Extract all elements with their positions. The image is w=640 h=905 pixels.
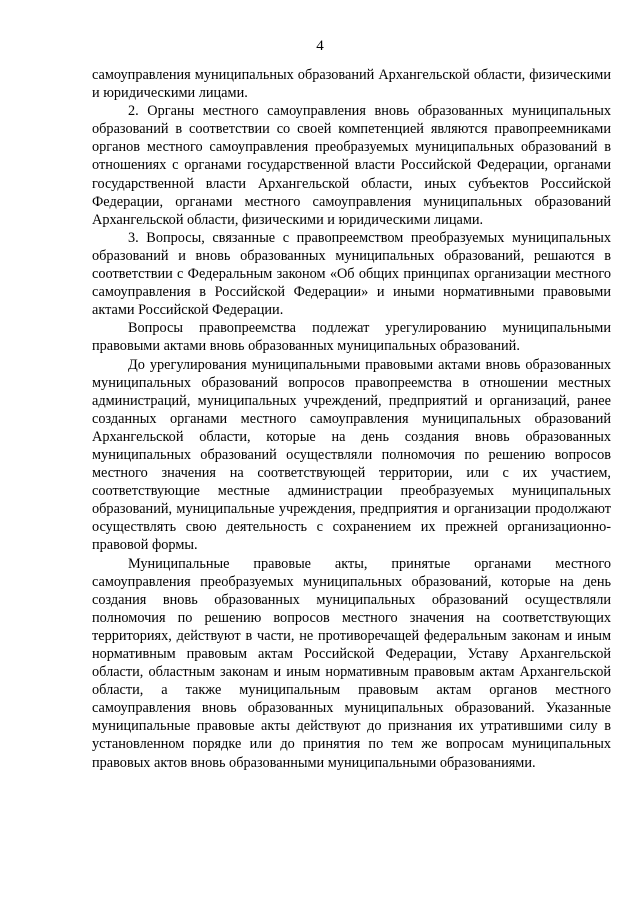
document-body	[92, 66, 611, 772]
paragraph: Муниципальные правовые акты, принятые органами местного самоуправления преобразуемых муниципальных образований, которые на день создания вновь образованных муниципальных образований осуществляли полномочия по решению вопросов местного значения на соответствующих территориях, действуют в части, не противоречащей федеральным законам и иным нормативным правовым актам Российской Федерации, Уставу Архангельской области, областным законам и иным нормативным правовым актам Архангельской области, а также муниципальным правовым актам органов местного самоуправления вновь образованных муниципальных образований. Указанные муниципальные правовые акты действуют до признания их утратившими силу в установленном порядке или до принятия по тем же вопросам муниципальных правовых актов вновь образованными муниципальными образованиями.	[92, 555, 611, 771]
page-number: 4	[316, 38, 324, 54]
paragraph: 3. Вопросы, связанные с правопреемством преобразуемых муниципальных образований и вновь образованных муниципальных образований, решаются в соответствии с Федеральным законом «Об общих принципах организации местного самоуправления в Российской Федерации» и иными нормативными правовыми актами Российской Федерации.	[92, 229, 611, 319]
paragraph: До урегулирования муниципальными правовыми актами вновь образованных муниципальных образований вопросов правопреемства в отношении местных администраций, муниципальных учреждений, предприятий и организаций, ранее созданных органами местного самоуправления муниципальных образований Архангельской области, которые на день создания вновь образованных муниципальных образований осуществляли полномочия по решению вопросов местного значения на соответствующей территории, или с их участием, соответствующие местные администрации преобразуемых муниципальных образований, муниципальные учреждения, предприятия и организации продолжают осуществлять свою деятельность с сохранением их прежней организационно-правовой формы.	[92, 356, 611, 554]
paragraph: 2. Органы местного самоуправления вновь образованных муниципальных образований в соответствии со своей компетенцией являются правопреемниками органов местного самоуправления преобразуемых муниципальных образований в отношениях с органами государственной власти Российской Федерации, органами государственной власти Архангельской области, иных субъектов Российской Федерации, органами местного самоуправления муниципальных образований Архангельской области, физическими и юридическими лицами.	[92, 103, 611, 228]
paragraph: Вопросы правопреемства подлежат урегулированию муниципальными правовыми актами вновь образованных муниципальных образований.	[92, 320, 611, 355]
paragraph: самоуправления муниципальных образований Архангельской области, физическими и юридическими лицами.	[92, 67, 611, 102]
